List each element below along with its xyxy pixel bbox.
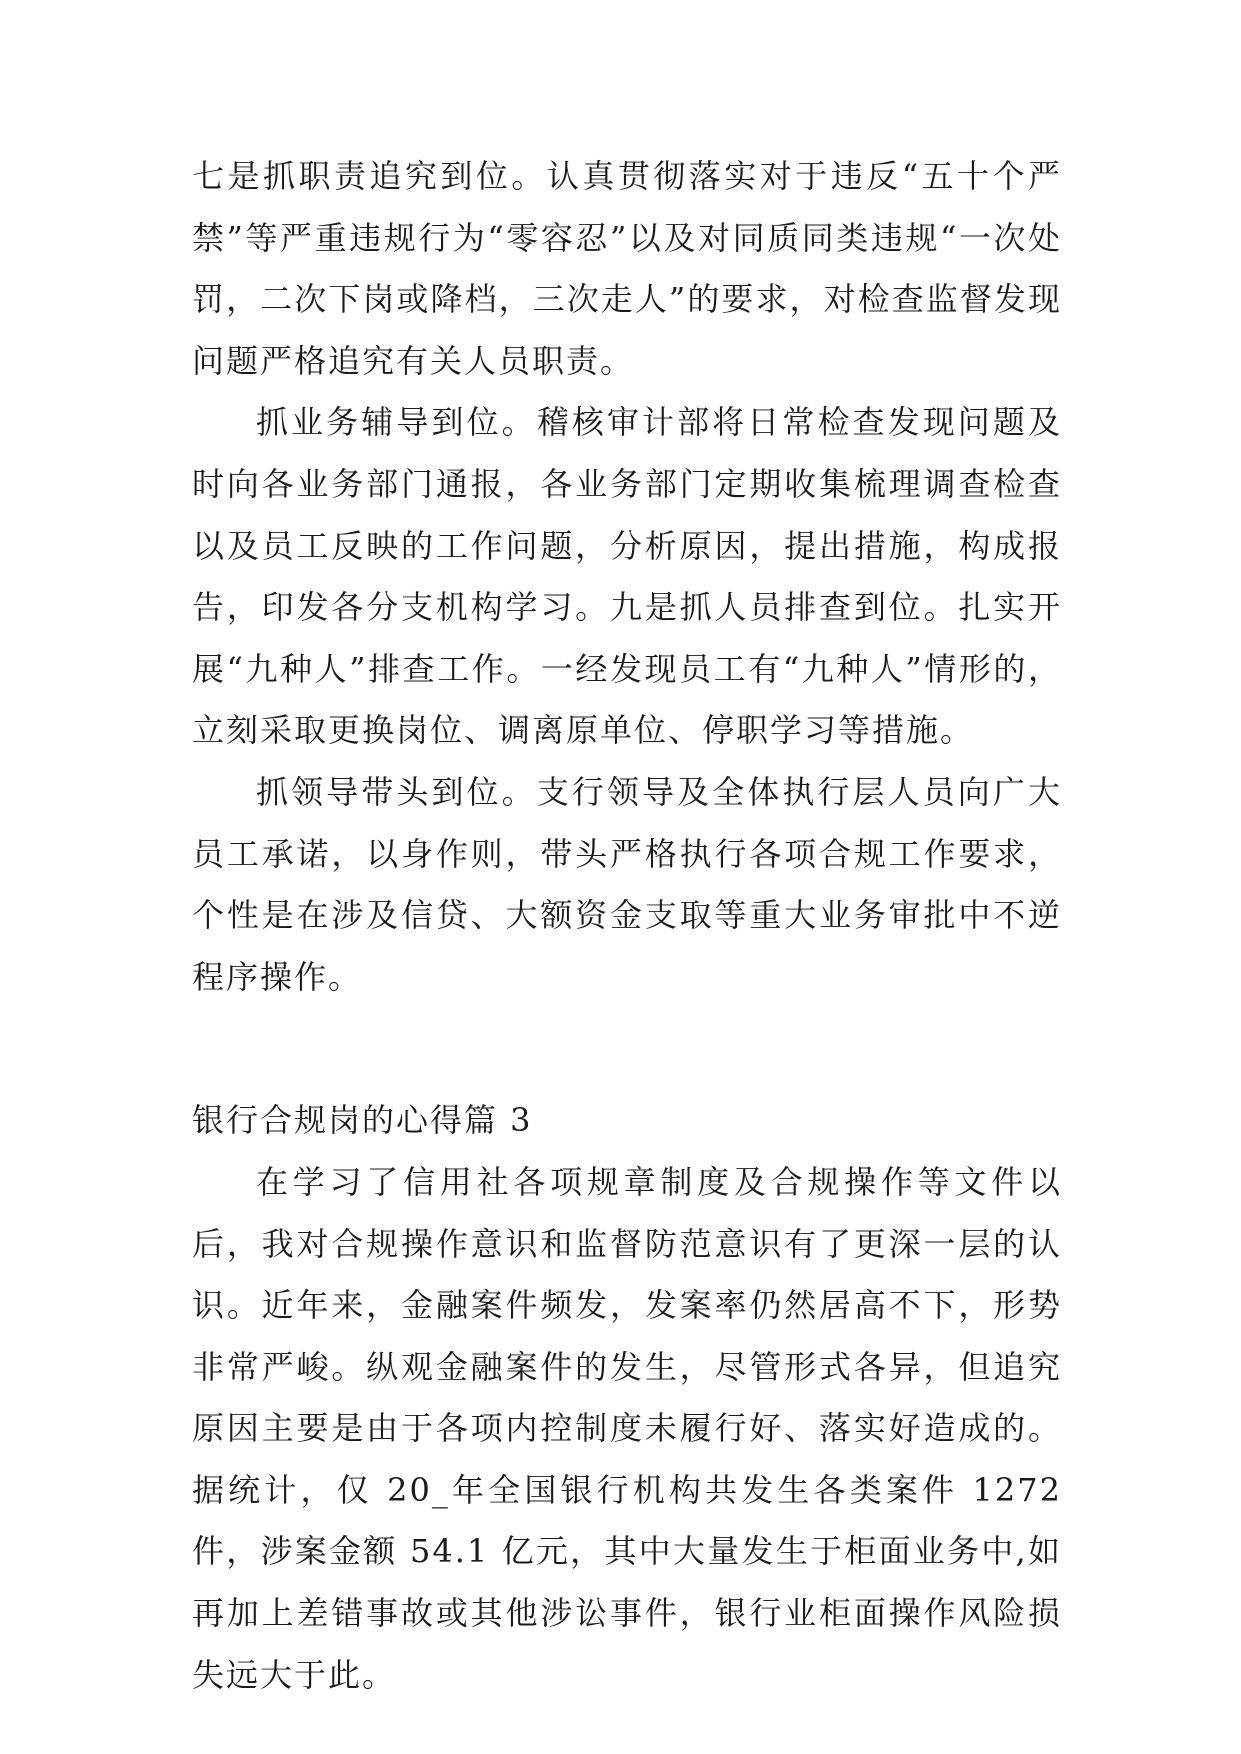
section-title: 银行合规岗的心得篇 3: [192, 1101, 533, 1140]
paragraph-accountability: 七是抓职责追究到位。认真贯彻落实对于违反“五十个严禁”等严重违规行为“零容忍”以及对同质同类违规“一次处罚，二次下岗或降档，三次走人”的要求，对检查监督发现问题严格追究有关人员职责。: [192, 157, 1062, 380]
paragraph-leadership: 抓领导带头到位。支行领导及全体执行层人员向广大员工承诺，以身作则，带头严格执行各项合规工作要求，个性是在涉及信贷、大额资金支取等重大业务审批中不逆程序操作。: [192, 772, 1062, 996]
document-body: [192, 146, 1075, 1706]
paragraph-business-guidance: 抓业务辅导到位。稽核审计部将日常检查发现问题及时向各业务部门通报，各业务部门定期收集梳理调查检查以及员工反映的工作问题，分析原因，提出措施，构成报告，印发各分支机构学习。九是抓人员排查到位。扎实开展“九种人”排查工作。一经发现员工有“九种人”情形的，立刻采取更换岗位、调离原单位、停职学习等措施。: [192, 403, 1062, 750]
paragraph-compliance-reflection: 在学习了信用社各项规章制度及合规操作等文件以后，我对合规操作意识和监督防范意识有了更深一层的认识。近年来，金融案件频发，发案率仍然居高不下，形势非常严峻。纵观金融案件的发生，尽管形式各异，但追究原因主要是由于各项内控制度未履行好、落实好造成的。据统计，仅 20_年全国银行机构共发生各类案件 1272 件，涉案金额 54.1 亿元，其中大量发生于柜面业务中,如再加上差错事故或其他涉讼事件，银行业柜面操作风险损失远大于此。: [192, 1162, 1075, 1694]
